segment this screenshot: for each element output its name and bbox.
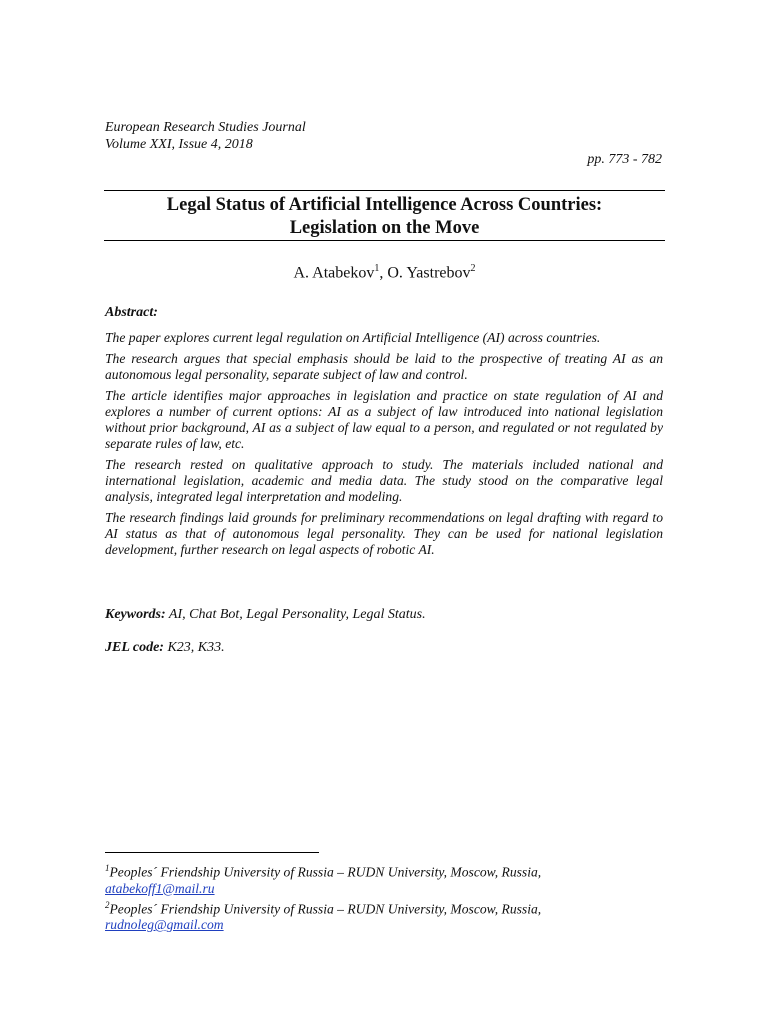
footnote-1-affiliation: Peoples´ Friendship University of Russia – RUDN University, Moscow, Russia, (109, 864, 542, 880)
title-bottom-rule (104, 240, 665, 241)
footnote-2-affiliation: Peoples´ Friendship University of Russia – RUDN University, Moscow, Russia, (109, 901, 542, 917)
paper-title (104, 194, 665, 240)
author-2: O. Yastrebov (387, 264, 471, 282)
jel-value: K23, K33. (163, 640, 225, 655)
abstract-paragraph: The research argues that special emphasis should be laid to the prospective of treating AI as an autonomous legal personality, separate subject of law and control. (105, 351, 663, 382)
abstract-body (105, 330, 663, 563)
jel-code (105, 640, 225, 656)
title-line-1: Legal Status of Artificial Intelligence Across Countries: (166, 195, 603, 215)
abstract-paragraph: The article identifies major approaches in legislation and practice on state regulation of AI and explores a number of current options: AI as a subject of law introduced into national legislation without prior background, AI as a subject of law equal to a person, and regulated or not regulated by separate rules of law, etc. (105, 388, 663, 451)
footnote-2-email-link[interactable]: rudnoleg@gmail.com (105, 917, 224, 933)
author-2-footnote-mark: 2 (470, 263, 476, 274)
journal-name: European Research Studies Journal (105, 120, 306, 135)
footnotes (105, 860, 541, 933)
journal-header (105, 119, 306, 153)
abstract-heading: Abstract: (105, 305, 158, 320)
keywords (105, 607, 426, 623)
page-range: pp. 773 - 782 (587, 152, 662, 167)
abstract-paragraph: The research rested on qualitative approach to study. The materials included national and international legislation, academic and media data. The study stood on the comparative legal analysis, integrated legal interpretation and modeling. (105, 457, 663, 504)
abstract-paragraph: The research findings laid grounds for preliminary recommendations on legal drafting with regard to AI status as that of autonomous legal personality. They can be used for national legislation development, further research on legal aspects of robotic AI. (105, 510, 663, 557)
footnote-2 (105, 897, 541, 918)
footnote-rule (105, 852, 319, 853)
footnote-2-mark: 2 (105, 899, 110, 910)
keywords-value: AI, Chat Bot, Legal Personality, Legal Status. (165, 607, 426, 622)
footnote-1-mark: 1 (105, 863, 110, 873)
author-list (104, 263, 665, 282)
volume-issue: Volume XXI, Issue 4, 2018 (105, 137, 253, 152)
title-top-rule (104, 190, 665, 191)
jel-label: JEL code: (105, 640, 164, 655)
keywords-label: Keywords: (105, 607, 166, 622)
footnote-1-email-link[interactable]: atabekoff1@mail.ru (105, 880, 215, 896)
footnote-1 (105, 860, 541, 881)
title-line-2: Legislation on the Move (289, 218, 480, 238)
abstract-paragraph: The paper explores current legal regulation on Artificial Intelligence (AI) across countries. (105, 330, 601, 345)
author-1: A. Atabekov (293, 264, 375, 282)
author-1-footnote-mark: 1 (374, 263, 380, 274)
author-separator: , (379, 264, 388, 282)
